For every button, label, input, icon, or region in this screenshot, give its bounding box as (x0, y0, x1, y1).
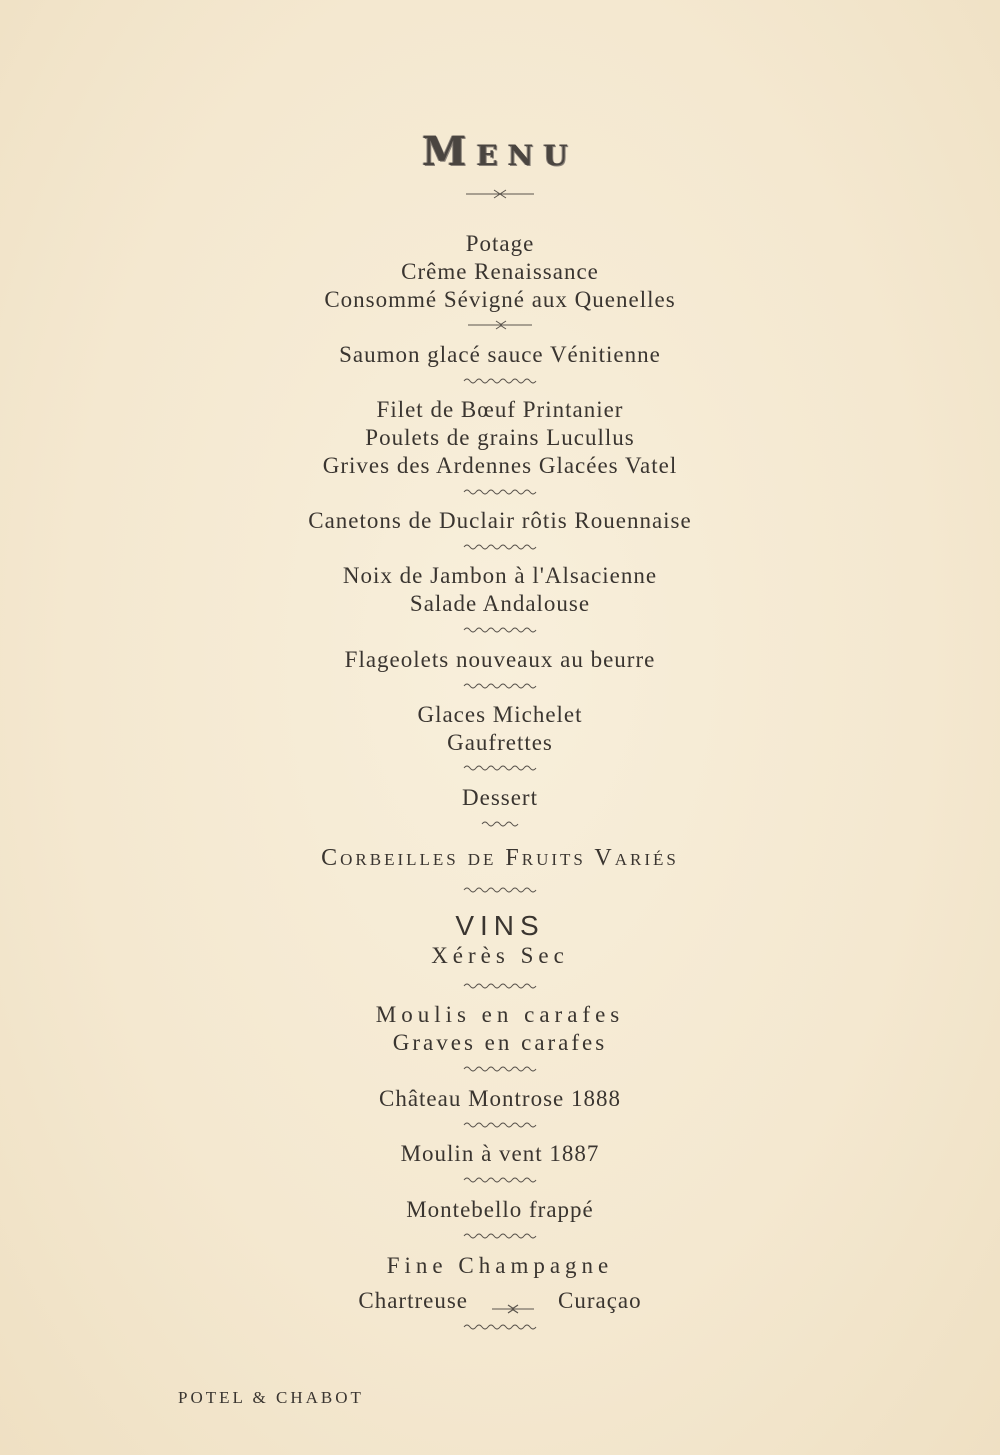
course-ham (0, 562, 1000, 618)
menu-line: Saumon glacé sauce Vénitienne (339, 342, 661, 367)
wine-moulin (0, 1140, 1000, 1168)
menu-line: Moulin à vent 1887 (400, 1141, 600, 1166)
menu-line: Filet de Bœuf Printanier (376, 397, 624, 422)
wine-montrose (0, 1085, 1000, 1113)
wave-separator (0, 1232, 1000, 1242)
wave-separator (0, 682, 1000, 692)
wave-separator (0, 820, 1000, 830)
wave-separator (0, 1121, 1000, 1131)
wave-separator (0, 1176, 1000, 1186)
menu-line: Consommé Sévigné aux Quenelles (324, 287, 676, 312)
wines-heading-block (0, 910, 1000, 970)
course-fruits (0, 844, 1000, 872)
menu-line: Glaces Michelet (417, 702, 583, 727)
wave-separator (0, 764, 1000, 774)
wave-separator (0, 982, 1000, 992)
arrow-separator (0, 320, 1000, 330)
menu-line: Fine Champagne (386, 1253, 614, 1278)
menu-line: Château Montrose 1888 (378, 1086, 621, 1111)
wine-champagne (0, 1252, 1000, 1280)
menu-line: Gaufrettes (447, 730, 553, 755)
wine-montebello (0, 1196, 1000, 1224)
menu-title: Menu (422, 128, 578, 175)
liqueurs (0, 1287, 1000, 1315)
wines-heading: VINS (455, 910, 545, 941)
wave-separator (0, 626, 1000, 636)
course-entrees (0, 396, 1000, 480)
liqueur-chartreuse: Chartreuse (358, 1288, 468, 1313)
course-vegetables (0, 646, 1000, 674)
menu-line: Grives des Ardennes Glacées Vatel (322, 453, 678, 478)
menu-line: Potage (465, 231, 535, 256)
menu-line: Canetons de Duclair rôtis Rouennaise (308, 508, 692, 533)
menu-line: Noix de Jambon à l'Alsacienne (342, 563, 658, 588)
course-ices (0, 701, 1000, 757)
wave-separator (0, 377, 1000, 387)
menu-line: Salade Andalouse (409, 591, 591, 616)
wave-separator (0, 1065, 1000, 1075)
wave-separator (0, 543, 1000, 553)
menu-line: Montebello frappé (406, 1197, 594, 1222)
course-dessert (0, 784, 1000, 812)
menu-line: Flageolets nouveaux au beurre (344, 647, 656, 672)
wave-separator (0, 886, 1000, 896)
course-roast (0, 507, 1000, 535)
wines-carafes (0, 1001, 1000, 1057)
arrow-separator (490, 1299, 536, 1309)
liqueur-curacao: Curaçao (558, 1288, 642, 1313)
wave-separator (0, 1323, 1000, 1333)
title-flourish (0, 189, 1000, 199)
course-fish (0, 341, 1000, 369)
menu-line: Poulets de grains Lucullus (365, 425, 635, 450)
menu-line: Crême Renaissance (401, 259, 599, 284)
menu-line: Dessert (462, 785, 538, 810)
menu-line: Moulis en carafes (375, 1002, 625, 1027)
caterer-imprint: POTEL & CHABOT (178, 1388, 364, 1407)
wave-separator (0, 488, 1000, 498)
menu-line: Xérès Sec (431, 943, 569, 968)
menu-line: Graves en carafes (392, 1030, 608, 1055)
course-potage (0, 230, 1000, 314)
menu-line: Corbeilles de Fruits Variés (321, 845, 679, 871)
